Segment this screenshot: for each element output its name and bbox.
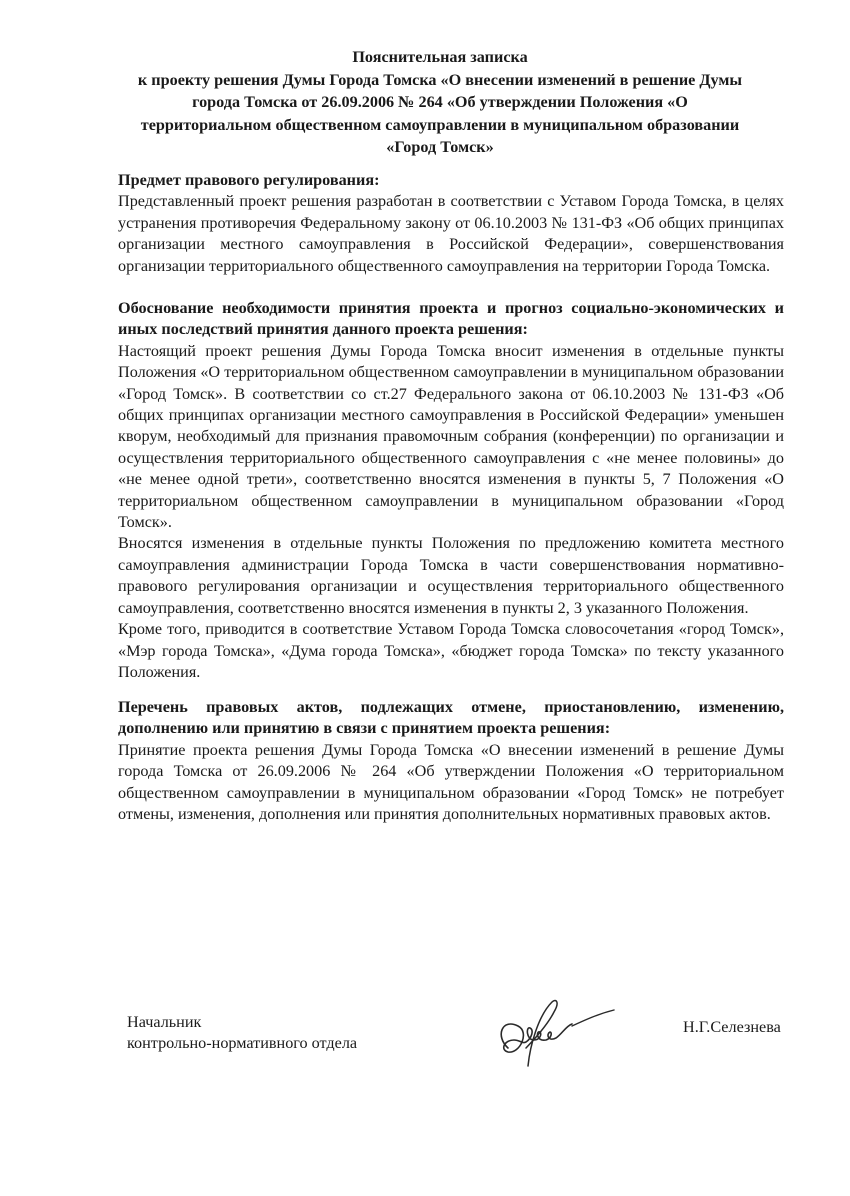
position-line: Начальник	[127, 1013, 202, 1031]
paragraph: Принятие проекта решения Думы Города Томска «О внесении изменений в решение Думы города Томска от 26.09.2006 № 264 «Об утверждении Положения «О территориальном общественном самоуправлении в муниципальном образовании «Город Томск» не потребует отмены, изменения, дополнения или принятия дополнительных нормативных правовых актов.	[118, 740, 784, 824]
section-heading: Перечень правовых актов, подлежащих отмене, приостановлению, изменению, дополнению или принятию в связи с принятием проекта решения:	[118, 698, 784, 738]
section-heading: Предмет правового регулирования:	[118, 171, 380, 189]
title-line-2: к проекту решения Думы Города Томска «О внесении изменений в решение Думы	[137, 70, 743, 89]
paragraph: Настоящий проект решения Думы Города Томска вносит изменения в отдельные пункты Положения «О территориальном общественном самоуправлении в муниципальном образовании «Город Томск». В соответствии со ст.27 Федерального закона от 06.10.2003 № 131-ФЗ «Об общих принципах организации местного самоуправления в Российской Федерации» уменьшен кворум, необходимый для признания правомочным собрания (конференции) по организации и осуществления территориального общественного самоуправления с «не менее половины» до «не менее одной трети», соответственно вносятся изменения в пункты 5, 7 Положения «О территориальном общественном самоуправлении в муниципальном образовании «Город Томск».	[118, 341, 784, 532]
paragraph: Кроме того, приводится в соответствие Уставом Города Томска словосочетания «город Томск», «Мэр города Томска», «Дума города Томска», «бюджет города Томска» по тексту указанного Положения.	[118, 620, 784, 681]
title-line-5: «Город Томск»	[386, 138, 494, 156]
section-heading: Обоснование необходимости принятия проекта и прогноз социально-экономических и иных последствий принятия данного проекта решения:	[118, 299, 784, 339]
section-justification	[118, 298, 784, 683]
title-line-3: города Томска от 26.09.2006 № 264 «Об утверждении Положения «О	[192, 93, 688, 111]
signatory-position	[127, 1012, 357, 1055]
section-legal-acts	[118, 697, 784, 825]
title-line-1: Пояснительная записка	[352, 48, 528, 66]
paragraph: Вносятся изменения в отдельные пункты Положения по предложению комитета местного самоуправления администрации Города Томска в части совершенствования нормативно-правового регулирования организации и осуществления территориального общественного самоуправления, соответственно вносятся изменения в пункты 2, 3 указанного Положения.	[118, 534, 784, 617]
signatory-name: Н.Г.Селезнева	[683, 1018, 781, 1036]
document-title	[100, 46, 780, 159]
handwritten-signature	[490, 996, 620, 1076]
position-line: контрольно-нормативного отдела	[127, 1034, 358, 1053]
paragraph: Представленный проект решения разработан в соответствии с Уставом Города Томска, в целях устранения противоречия Федеральному закону от 06.10.2003 № 131-ФЗ «Об общих принципах организации местного самоуправления в Российской Федерации», совершенствования организации территориального общественного самоуправления на территории Города Томска.	[118, 192, 784, 275]
title-line-4: территориальном общественном самоуправлении в муниципальном образовании	[140, 115, 740, 134]
section-subject	[118, 170, 784, 277]
